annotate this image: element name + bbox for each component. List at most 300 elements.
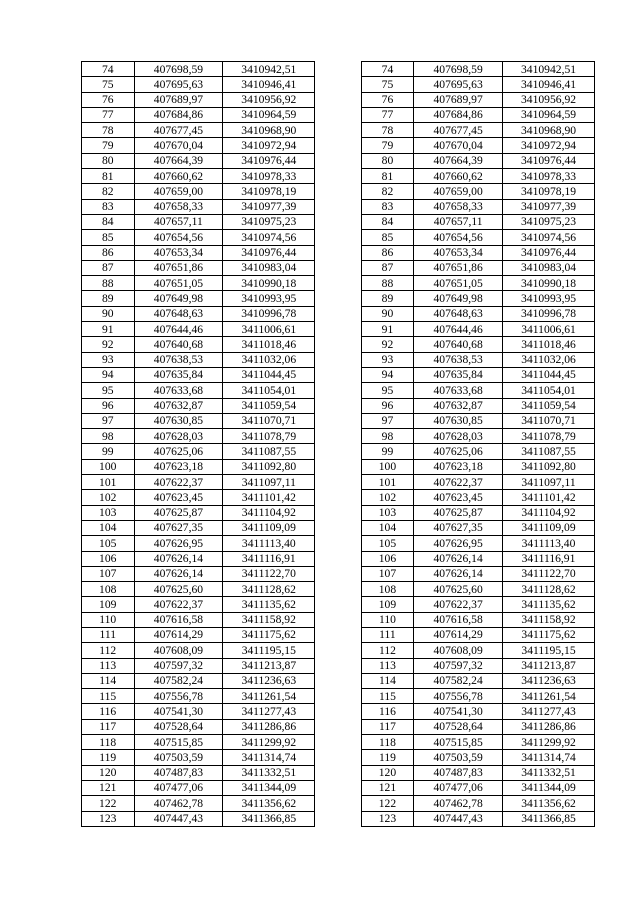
left-y-coordinate-cell: 3411286,86: [223, 719, 315, 734]
column-gap: [315, 444, 361, 459]
right-y-coordinate-cell: 3410983,04: [503, 260, 595, 275]
left-y-coordinate-cell: 3410983,04: [223, 260, 315, 275]
right-x-coordinate-cell: 407660,62: [414, 169, 503, 184]
left-x-coordinate-cell: 407487,83: [134, 765, 223, 780]
table-row: [82, 169, 595, 184]
left-y-coordinate-cell: 3410976,44: [223, 245, 315, 260]
right-point-number-cell: 101: [361, 475, 414, 490]
right-point-number-cell: 104: [361, 520, 414, 535]
right-point-number-cell: 115: [361, 689, 414, 704]
left-y-coordinate-cell: 3411135,62: [223, 597, 315, 612]
right-x-coordinate-cell: 407653,34: [414, 245, 503, 260]
table-row: [82, 627, 595, 642]
right-point-number-cell: 82: [361, 184, 414, 199]
left-x-coordinate-cell: 407541,30: [134, 704, 223, 719]
right-point-number-cell: 119: [361, 750, 414, 765]
right-y-coordinate-cell: 3411175,62: [503, 627, 595, 642]
right-point-number-cell: 121: [361, 780, 414, 795]
right-y-coordinate-cell: 3411078,79: [503, 429, 595, 444]
right-y-coordinate-cell: 3411070,71: [503, 413, 595, 428]
table-row: [82, 796, 595, 811]
right-point-number-cell: 110: [361, 612, 414, 627]
left-y-coordinate-cell: 3411032,06: [223, 352, 315, 367]
right-point-number-cell: 123: [361, 811, 414, 826]
right-x-coordinate-cell: 407623,45: [414, 490, 503, 505]
left-y-coordinate-cell: 3410942,51: [223, 62, 315, 77]
left-point-number-cell: 103: [82, 505, 135, 520]
left-y-coordinate-cell: 3410978,19: [223, 184, 315, 199]
column-gap: [315, 811, 361, 826]
left-point-number-cell: 115: [82, 689, 135, 704]
right-y-coordinate-cell: 3410976,44: [503, 245, 595, 260]
table-row: [82, 77, 595, 92]
column-gap: [315, 398, 361, 413]
right-point-number-cell: 95: [361, 383, 414, 398]
left-x-coordinate-cell: 407597,32: [134, 658, 223, 673]
right-y-coordinate-cell: 3411054,01: [503, 383, 595, 398]
left-x-coordinate-cell: 407698,59: [134, 62, 223, 77]
left-point-number-cell: 96: [82, 398, 135, 413]
right-y-coordinate-cell: 3411286,86: [503, 719, 595, 734]
right-y-coordinate-cell: 3411344,09: [503, 780, 595, 795]
right-point-number-cell: 90: [361, 306, 414, 321]
left-y-coordinate-cell: 3410976,44: [223, 153, 315, 168]
table-row: [82, 643, 595, 658]
table-row: [82, 673, 595, 688]
right-point-number-cell: 94: [361, 367, 414, 382]
right-x-coordinate-cell: 407633,68: [414, 383, 503, 398]
left-point-number-cell: 92: [82, 337, 135, 352]
right-point-number-cell: 89: [361, 291, 414, 306]
right-y-coordinate-cell: 3411158,92: [503, 612, 595, 627]
left-point-number-cell: 89: [82, 291, 135, 306]
left-x-coordinate-cell: 407657,11: [134, 214, 223, 229]
right-point-number-cell: 96: [361, 398, 414, 413]
right-x-coordinate-cell: 407626,95: [414, 536, 503, 551]
table-row: [82, 367, 595, 382]
left-x-coordinate-cell: 407626,95: [134, 536, 223, 551]
left-point-number-cell: 112: [82, 643, 135, 658]
left-y-coordinate-cell: 3411054,01: [223, 383, 315, 398]
table-row: [82, 230, 595, 245]
column-gap: [315, 582, 361, 597]
left-x-coordinate-cell: 407630,85: [134, 413, 223, 428]
left-y-coordinate-cell: 3410964,59: [223, 107, 315, 122]
table-row: [82, 123, 595, 138]
left-y-coordinate-cell: 3411059,54: [223, 398, 315, 413]
column-gap: [315, 322, 361, 337]
left-x-coordinate-cell: 407651,05: [134, 276, 223, 291]
left-x-coordinate-cell: 407582,24: [134, 673, 223, 688]
left-point-number-cell: 98: [82, 429, 135, 444]
column-gap: [315, 107, 361, 122]
column-gap: [315, 566, 361, 581]
right-y-coordinate-cell: 3411087,55: [503, 444, 595, 459]
left-y-coordinate-cell: 3411092,80: [223, 459, 315, 474]
right-x-coordinate-cell: 407515,85: [414, 735, 503, 750]
column-gap: [315, 62, 361, 77]
table-row: [82, 276, 595, 291]
left-y-coordinate-cell: 3411356,62: [223, 796, 315, 811]
table-row: [82, 199, 595, 214]
left-x-coordinate-cell: 407689,97: [134, 92, 223, 107]
column-gap: [315, 291, 361, 306]
right-point-number-cell: 84: [361, 214, 414, 229]
right-y-coordinate-cell: 3411018,46: [503, 337, 595, 352]
left-y-coordinate-cell: 3411195,15: [223, 643, 315, 658]
left-y-coordinate-cell: 3411366,85: [223, 811, 315, 826]
column-gap: [315, 490, 361, 505]
left-y-coordinate-cell: 3411128,62: [223, 582, 315, 597]
right-x-coordinate-cell: 407622,37: [414, 475, 503, 490]
table-row: [82, 260, 595, 275]
left-x-coordinate-cell: 407477,06: [134, 780, 223, 795]
right-y-coordinate-cell: 3411097,11: [503, 475, 595, 490]
left-point-number-cell: 118: [82, 735, 135, 750]
left-point-number-cell: 80: [82, 153, 135, 168]
left-x-coordinate-cell: 407447,43: [134, 811, 223, 826]
column-gap: [315, 505, 361, 520]
table-row: [82, 429, 595, 444]
column-gap: [315, 612, 361, 627]
right-point-number-cell: 112: [361, 643, 414, 658]
left-point-number-cell: 105: [82, 536, 135, 551]
right-x-coordinate-cell: 407477,06: [414, 780, 503, 795]
right-point-number-cell: 80: [361, 153, 414, 168]
left-point-number-cell: 95: [82, 383, 135, 398]
right-x-coordinate-cell: 407528,64: [414, 719, 503, 734]
left-x-coordinate-cell: 407651,86: [134, 260, 223, 275]
right-x-coordinate-cell: 407623,18: [414, 459, 503, 474]
right-y-coordinate-cell: 3411006,61: [503, 322, 595, 337]
table-row: [82, 214, 595, 229]
right-x-coordinate-cell: 407649,98: [414, 291, 503, 306]
left-y-coordinate-cell: 3411070,71: [223, 413, 315, 428]
column-gap: [315, 413, 361, 428]
left-point-number-cell: 111: [82, 627, 135, 642]
left-point-number-cell: 91: [82, 322, 135, 337]
left-x-coordinate-cell: 407614,29: [134, 627, 223, 642]
right-y-coordinate-cell: 3410942,51: [503, 62, 595, 77]
left-point-number-cell: 76: [82, 92, 135, 107]
right-x-coordinate-cell: 407695,63: [414, 77, 503, 92]
table-row: [82, 612, 595, 627]
right-x-coordinate-cell: 407608,09: [414, 643, 503, 658]
right-x-coordinate-cell: 407689,97: [414, 92, 503, 107]
column-gap: [315, 352, 361, 367]
right-y-coordinate-cell: 3410956,92: [503, 92, 595, 107]
table-row: [82, 459, 595, 474]
left-y-coordinate-cell: 3411101,42: [223, 490, 315, 505]
column-gap: [315, 199, 361, 214]
table-row: [82, 689, 595, 704]
left-point-number-cell: 102: [82, 490, 135, 505]
table-row: [82, 536, 595, 551]
column-gap: [315, 383, 361, 398]
column-gap: [315, 306, 361, 321]
left-y-coordinate-cell: 3410974,56: [223, 230, 315, 245]
left-point-number-cell: 97: [82, 413, 135, 428]
table-row: [82, 750, 595, 765]
left-y-coordinate-cell: 3411113,40: [223, 536, 315, 551]
column-gap: [315, 750, 361, 765]
left-y-coordinate-cell: 3411332,51: [223, 765, 315, 780]
table-row: [82, 352, 595, 367]
right-point-number-cell: 83: [361, 199, 414, 214]
right-x-coordinate-cell: 407684,86: [414, 107, 503, 122]
left-x-coordinate-cell: 407626,14: [134, 551, 223, 566]
left-point-number-cell: 74: [82, 62, 135, 77]
left-x-coordinate-cell: 407556,78: [134, 689, 223, 704]
table-row: [82, 719, 595, 734]
left-point-number-cell: 78: [82, 123, 135, 138]
column-gap: [315, 276, 361, 291]
right-y-coordinate-cell: 3411116,91: [503, 551, 595, 566]
right-y-coordinate-cell: 3410976,44: [503, 153, 595, 168]
right-x-coordinate-cell: 407626,14: [414, 566, 503, 581]
right-y-coordinate-cell: 3411314,74: [503, 750, 595, 765]
left-y-coordinate-cell: 3410993,95: [223, 291, 315, 306]
left-y-coordinate-cell: 3411044,45: [223, 367, 315, 382]
left-point-number-cell: 101: [82, 475, 135, 490]
left-x-coordinate-cell: 407653,34: [134, 245, 223, 260]
right-y-coordinate-cell: 3410946,41: [503, 77, 595, 92]
left-point-number-cell: 79: [82, 138, 135, 153]
right-x-coordinate-cell: 407628,03: [414, 429, 503, 444]
column-gap: [315, 673, 361, 688]
left-x-coordinate-cell: 407627,35: [134, 520, 223, 535]
right-x-coordinate-cell: 407447,43: [414, 811, 503, 826]
left-x-coordinate-cell: 407623,18: [134, 459, 223, 474]
right-point-number-cell: 97: [361, 413, 414, 428]
right-y-coordinate-cell: 3411044,45: [503, 367, 595, 382]
table-row: [82, 413, 595, 428]
left-point-number-cell: 113: [82, 658, 135, 673]
right-x-coordinate-cell: 407635,84: [414, 367, 503, 382]
left-y-coordinate-cell: 3411104,92: [223, 505, 315, 520]
left-y-coordinate-cell: 3411277,43: [223, 704, 315, 719]
table-row: [82, 306, 595, 321]
right-x-coordinate-cell: 407503,59: [414, 750, 503, 765]
right-y-coordinate-cell: 3411277,43: [503, 704, 595, 719]
left-x-coordinate-cell: 407616,58: [134, 612, 223, 627]
table-row: [82, 780, 595, 795]
column-gap: [315, 77, 361, 92]
left-point-number-cell: 99: [82, 444, 135, 459]
table-row: [82, 704, 595, 719]
column-gap: [315, 627, 361, 642]
left-y-coordinate-cell: 3411078,79: [223, 429, 315, 444]
right-point-number-cell: 100: [361, 459, 414, 474]
left-x-coordinate-cell: 407622,37: [134, 597, 223, 612]
column-gap: [315, 658, 361, 673]
right-point-number-cell: 79: [361, 138, 414, 153]
left-y-coordinate-cell: 3411109,09: [223, 520, 315, 535]
right-point-number-cell: 77: [361, 107, 414, 122]
right-x-coordinate-cell: 407626,14: [414, 551, 503, 566]
left-y-coordinate-cell: 3410978,33: [223, 169, 315, 184]
left-point-number-cell: 87: [82, 260, 135, 275]
left-point-number-cell: 85: [82, 230, 135, 245]
right-y-coordinate-cell: 3411135,62: [503, 597, 595, 612]
table-row: [82, 505, 595, 520]
left-point-number-cell: 117: [82, 719, 135, 734]
right-point-number-cell: 76: [361, 92, 414, 107]
right-point-number-cell: 122: [361, 796, 414, 811]
right-point-number-cell: 117: [361, 719, 414, 734]
right-y-coordinate-cell: 3411332,51: [503, 765, 595, 780]
right-y-coordinate-cell: 3410978,19: [503, 184, 595, 199]
column-gap: [315, 245, 361, 260]
right-point-number-cell: 74: [361, 62, 414, 77]
left-point-number-cell: 109: [82, 597, 135, 612]
table-row: [82, 184, 595, 199]
left-x-coordinate-cell: 407664,39: [134, 153, 223, 168]
left-point-number-cell: 123: [82, 811, 135, 826]
right-x-coordinate-cell: 407625,60: [414, 582, 503, 597]
column-gap: [315, 169, 361, 184]
right-point-number-cell: 113: [361, 658, 414, 673]
column-gap: [315, 429, 361, 444]
left-x-coordinate-cell: 407462,78: [134, 796, 223, 811]
left-x-coordinate-cell: 407632,87: [134, 398, 223, 413]
left-x-coordinate-cell: 407628,03: [134, 429, 223, 444]
left-point-number-cell: 119: [82, 750, 135, 765]
table-row: [82, 107, 595, 122]
table-row: [82, 444, 595, 459]
left-point-number-cell: 84: [82, 214, 135, 229]
left-y-coordinate-cell: 3410990,18: [223, 276, 315, 291]
right-y-coordinate-cell: 3411236,63: [503, 673, 595, 688]
right-x-coordinate-cell: 407632,87: [414, 398, 503, 413]
right-point-number-cell: 109: [361, 597, 414, 612]
left-point-number-cell: 122: [82, 796, 135, 811]
right-x-coordinate-cell: 407640,68: [414, 337, 503, 352]
right-x-coordinate-cell: 407556,78: [414, 689, 503, 704]
table-row: [82, 658, 595, 673]
right-point-number-cell: 108: [361, 582, 414, 597]
left-point-number-cell: 100: [82, 459, 135, 474]
right-x-coordinate-cell: 407638,53: [414, 352, 503, 367]
left-y-coordinate-cell: 3411087,55: [223, 444, 315, 459]
right-point-number-cell: 114: [361, 673, 414, 688]
left-x-coordinate-cell: 407670,04: [134, 138, 223, 153]
table-row: [82, 291, 595, 306]
right-x-coordinate-cell: 407698,59: [414, 62, 503, 77]
right-x-coordinate-cell: 407627,35: [414, 520, 503, 535]
right-x-coordinate-cell: 407659,00: [414, 184, 503, 199]
left-y-coordinate-cell: 3411299,92: [223, 735, 315, 750]
left-point-number-cell: 94: [82, 367, 135, 382]
right-x-coordinate-cell: 407670,04: [414, 138, 503, 153]
table-row: [82, 566, 595, 581]
right-y-coordinate-cell: 3411122,70: [503, 566, 595, 581]
right-x-coordinate-cell: 407625,06: [414, 444, 503, 459]
right-point-number-cell: 103: [361, 505, 414, 520]
table-row: [82, 92, 595, 107]
left-point-number-cell: 121: [82, 780, 135, 795]
left-point-number-cell: 83: [82, 199, 135, 214]
right-y-coordinate-cell: 3410978,33: [503, 169, 595, 184]
left-point-number-cell: 106: [82, 551, 135, 566]
right-y-coordinate-cell: 3411366,85: [503, 811, 595, 826]
right-y-coordinate-cell: 3411032,06: [503, 352, 595, 367]
coordinate-table: [81, 61, 595, 827]
right-x-coordinate-cell: 407654,56: [414, 230, 503, 245]
left-y-coordinate-cell: 3410972,94: [223, 138, 315, 153]
right-point-number-cell: 91: [361, 322, 414, 337]
left-y-coordinate-cell: 3411122,70: [223, 566, 315, 581]
right-y-coordinate-cell: 3410990,18: [503, 276, 595, 291]
left-y-coordinate-cell: 3411006,61: [223, 322, 315, 337]
right-x-coordinate-cell: 407658,33: [414, 199, 503, 214]
right-point-number-cell: 98: [361, 429, 414, 444]
left-x-coordinate-cell: 407515,85: [134, 735, 223, 750]
left-point-number-cell: 75: [82, 77, 135, 92]
right-point-number-cell: 116: [361, 704, 414, 719]
right-point-number-cell: 106: [361, 551, 414, 566]
column-gap: [315, 367, 361, 382]
left-y-coordinate-cell: 3411097,11: [223, 475, 315, 490]
left-y-coordinate-cell: 3411116,91: [223, 551, 315, 566]
table-row: [82, 383, 595, 398]
table-row: [82, 735, 595, 750]
right-point-number-cell: 88: [361, 276, 414, 291]
right-x-coordinate-cell: 407622,37: [414, 597, 503, 612]
left-x-coordinate-cell: 407608,09: [134, 643, 223, 658]
right-x-coordinate-cell: 407644,46: [414, 322, 503, 337]
right-x-coordinate-cell: 407625,87: [414, 505, 503, 520]
left-point-number-cell: 90: [82, 306, 135, 321]
left-point-number-cell: 116: [82, 704, 135, 719]
right-x-coordinate-cell: 407648,63: [414, 306, 503, 321]
left-x-coordinate-cell: 407625,06: [134, 444, 223, 459]
right-point-number-cell: 75: [361, 77, 414, 92]
left-point-number-cell: 77: [82, 107, 135, 122]
left-y-coordinate-cell: 3410968,90: [223, 123, 315, 138]
right-x-coordinate-cell: 407677,45: [414, 123, 503, 138]
right-x-coordinate-cell: 407541,30: [414, 704, 503, 719]
left-point-number-cell: 110: [82, 612, 135, 627]
table-row: [82, 597, 595, 612]
left-x-coordinate-cell: 407695,63: [134, 77, 223, 92]
right-y-coordinate-cell: 3411261,54: [503, 689, 595, 704]
left-y-coordinate-cell: 3410956,92: [223, 92, 315, 107]
left-x-coordinate-cell: 407640,68: [134, 337, 223, 352]
right-x-coordinate-cell: 407616,58: [414, 612, 503, 627]
column-gap: [315, 704, 361, 719]
right-x-coordinate-cell: 407630,85: [414, 413, 503, 428]
column-gap: [315, 689, 361, 704]
left-x-coordinate-cell: 407684,86: [134, 107, 223, 122]
column-gap: [315, 230, 361, 245]
column-gap: [315, 475, 361, 490]
left-x-coordinate-cell: 407503,59: [134, 750, 223, 765]
left-x-coordinate-cell: 407622,37: [134, 475, 223, 490]
column-gap: [315, 643, 361, 658]
right-y-coordinate-cell: 3411104,92: [503, 505, 595, 520]
table-row: [82, 520, 595, 535]
column-gap: [315, 536, 361, 551]
right-y-coordinate-cell: 3411299,92: [503, 735, 595, 750]
left-x-coordinate-cell: 407528,64: [134, 719, 223, 734]
table-row: [82, 322, 595, 337]
column-gap: [315, 184, 361, 199]
left-y-coordinate-cell: 3411261,54: [223, 689, 315, 704]
left-x-coordinate-cell: 407660,62: [134, 169, 223, 184]
right-point-number-cell: 92: [361, 337, 414, 352]
column-gap: [315, 719, 361, 734]
